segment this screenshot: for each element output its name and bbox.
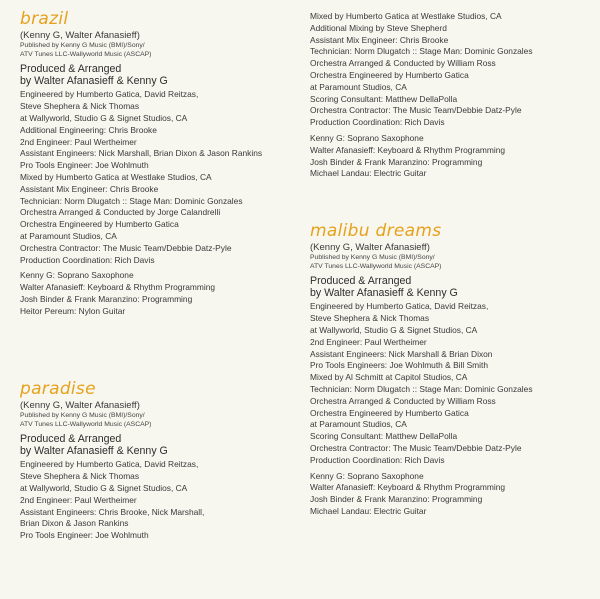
credit-line: at Paramount Studios, CA — [310, 81, 407, 92]
song-title: brazil — [20, 9, 69, 29]
credit-line: at Wallyworld, Studio G & Signet Studios, CA — [20, 113, 188, 123]
player-line: Walter Afanasieff: Keyboard & Rhythm Programming — [20, 282, 216, 293]
credit-line: 2nd Engineer: Paul Wertheimer — [310, 336, 427, 347]
credit-line: Steve Shephera & Nick Thomas — [20, 101, 140, 112]
player-line: Josh Binder & Frank Maranzino: Programming — [20, 293, 193, 304]
credit-line: Orchestra Contractor: The Music Team/Debbie Datz-Pyle — [20, 242, 232, 253]
credit-line: at Wallyworld, Studio G & Signet Studios, CA — [310, 325, 478, 335]
credit-line: Engineered by Humberto Gatica, David Reitzas, — [20, 89, 199, 100]
credit-line: Orchestra Arranged & Conducted by Jorge Calandrelli — [20, 207, 221, 218]
credit-line: Orchestra Engineered by Humberto Gatica — [310, 69, 469, 80]
credit-line: Production Coordination: Rich Davis — [20, 254, 155, 265]
publisher-line: ATV Tunes LLC-Wallyworld Music (ASCAP) — [20, 51, 152, 58]
credit-line: Orchestra Contractor: The Music Team/Debbie Datz-Pyle — [310, 442, 522, 453]
player-line: Heitor Pereum: Nylon Guitar — [20, 305, 126, 316]
credit-line: at Paramount Studios, CA — [310, 419, 407, 430]
production-line: by Walter Afanasieff & Kenny G — [310, 287, 458, 300]
composer-line: (Kenny G, Walter Afanasieff) — [20, 30, 140, 41]
production-line: Produced & Arranged — [310, 275, 412, 287]
song-title: malibu dreams — [310, 221, 442, 241]
credit-line: Mixed by Humberto Gatica at Westlake Studios, CA — [20, 171, 212, 182]
song-title: paradise — [20, 379, 96, 399]
credit-line: at Paramount Studios, CA — [20, 230, 117, 241]
publisher-line: ATV Tunes LLC-Wallyworld Music (ASCAP) — [310, 263, 442, 270]
credit-line: Brian Dixon & Jason Rankins — [20, 518, 129, 529]
production-line: by Walter Afanasieff & Kenny G — [20, 445, 168, 458]
production-line: Produced & Arranged — [20, 433, 122, 445]
player-line: Michael Landau: Electric Guitar — [310, 168, 427, 179]
credit-line: 2nd Engineer: Paul Wertheimer — [20, 136, 137, 147]
production-credit — [20, 63, 295, 87]
credit-line: Assistant Mix Engineer: Chris Brooke — [310, 34, 449, 45]
song-credits-malibu-dreams — [310, 222, 592, 518]
song-credits-brazil — [20, 10, 295, 318]
player-line: Kenny G: Soprano Saxophone — [310, 470, 424, 481]
player-line: Josh Binder & Frank Maranzino: Programming — [310, 494, 483, 505]
player-line: Walter Afanasieff: Keyboard & Rhythm Programming — [310, 482, 506, 493]
credit-line: 2nd Engineer: Paul Wertheimer — [20, 494, 137, 505]
credit-line: Technician: Norm Dlugatch :: Stage Man: Dominic Gonzales — [20, 195, 243, 206]
publisher-line: ATV Tunes LLC-Wallyworld Music (ASCAP) — [20, 421, 152, 428]
credit-line: Steve Shephera & Nick Thomas — [310, 313, 430, 324]
production-credit — [20, 433, 295, 457]
credit-line: at Wallyworld, Studio G & Signet Studios, CA — [20, 483, 188, 493]
composer-line: (Kenny G, Walter Afanasieff) — [20, 400, 140, 411]
credit-line: Pro Tools Engineer: Joe Wohlmuth — [20, 160, 149, 171]
player-line: Walter Afanasieff: Keyboard & Rhythm Programming — [310, 144, 506, 155]
credit-line: Scoring Consultant: Matthew DellaPolla — [310, 431, 458, 442]
credit-line: Scoring Consultant: Matthew DellaPolla — [310, 93, 458, 104]
credit-line: Production Coordination: Rich Davis — [310, 454, 445, 465]
credit-line: Production Coordination: Rich Davis — [310, 117, 445, 128]
credit-line: Assistant Mix Engineer: Chris Brooke — [20, 183, 159, 194]
player-line: Kenny G: Soprano Saxophone — [20, 270, 134, 281]
credit-line: Engineered by Humberto Gatica, David Reitzas, — [20, 459, 199, 470]
credit-line: Orchestra Arranged & Conducted by William Ross — [310, 58, 496, 69]
credit-line: Pro Tools Engineers: Joe Wohlmuth & Bill Smith — [310, 360, 488, 371]
credit-line: Assistant Engineers: Chris Brooke, Nick Marshall, — [20, 506, 205, 517]
credit-line: Orchestra Contractor: The Music Team/Debbie Datz-Pyle — [310, 105, 522, 116]
credit-line: Orchestra Engineered by Humberto Gatica — [310, 407, 469, 418]
player-line: Josh Binder & Frank Maranzino: Programming — [310, 156, 483, 167]
composer-line: (Kenny G, Walter Afanasieff) — [310, 242, 430, 253]
credit-line: Assistant Engineers: Nick Marshall & Brian Dixon — [310, 348, 493, 359]
credit-line: Steve Shephera & Nick Thomas — [20, 471, 140, 482]
production-line: Produced & Arranged — [20, 63, 122, 75]
player-line: Kenny G: Soprano Saxophone — [310, 132, 424, 143]
credit-line: Assistant Engineers: Nick Marshall, Brian Dixon & Jason Rankins — [20, 148, 263, 159]
credit-line: Technician: Norm Dlugatch :: Stage Man: Dominic Gonzales — [310, 383, 533, 394]
credit-line: Orchestra Engineered by Humberto Gatica — [20, 219, 179, 230]
credit-line: Pro Tools Engineer: Joe Wohlmuth — [20, 530, 149, 541]
credit-line: Mixed by Al Schmitt at Capitol Studios, CA — [310, 372, 468, 383]
publisher-line: Published by Kenny G Music (BMI)/Sony/ — [20, 412, 145, 419]
credit-line: Orchestra Arranged & Conducted by William Ross — [310, 395, 496, 406]
production-credit — [310, 275, 592, 299]
publisher-line: Published by Kenny G Music (BMI)/Sony/ — [20, 42, 145, 49]
credit-line: Additional Engineering: Chris Brooke — [20, 124, 157, 135]
publisher-line: Published by Kenny G Music (BMI)/Sony/ — [310, 254, 435, 261]
credit-line: Engineered by Humberto Gatica, David Reitzas, — [310, 301, 489, 312]
credit-line: Mixed by Humberto Gatica at Westlake Studios, CA — [310, 11, 502, 21]
song-credits-paradise-continued — [310, 11, 592, 180]
player-line: Michael Landau: Electric Guitar — [310, 505, 427, 516]
credit-line: Additional Mixing by Steve Shepherd — [310, 22, 447, 33]
credit-line: Technician: Norm Dlugatch :: Stage Man: Dominic Gonzales — [310, 46, 533, 57]
song-credits-paradise — [20, 380, 295, 542]
production-line: by Walter Afanasieff & Kenny G — [20, 75, 168, 88]
